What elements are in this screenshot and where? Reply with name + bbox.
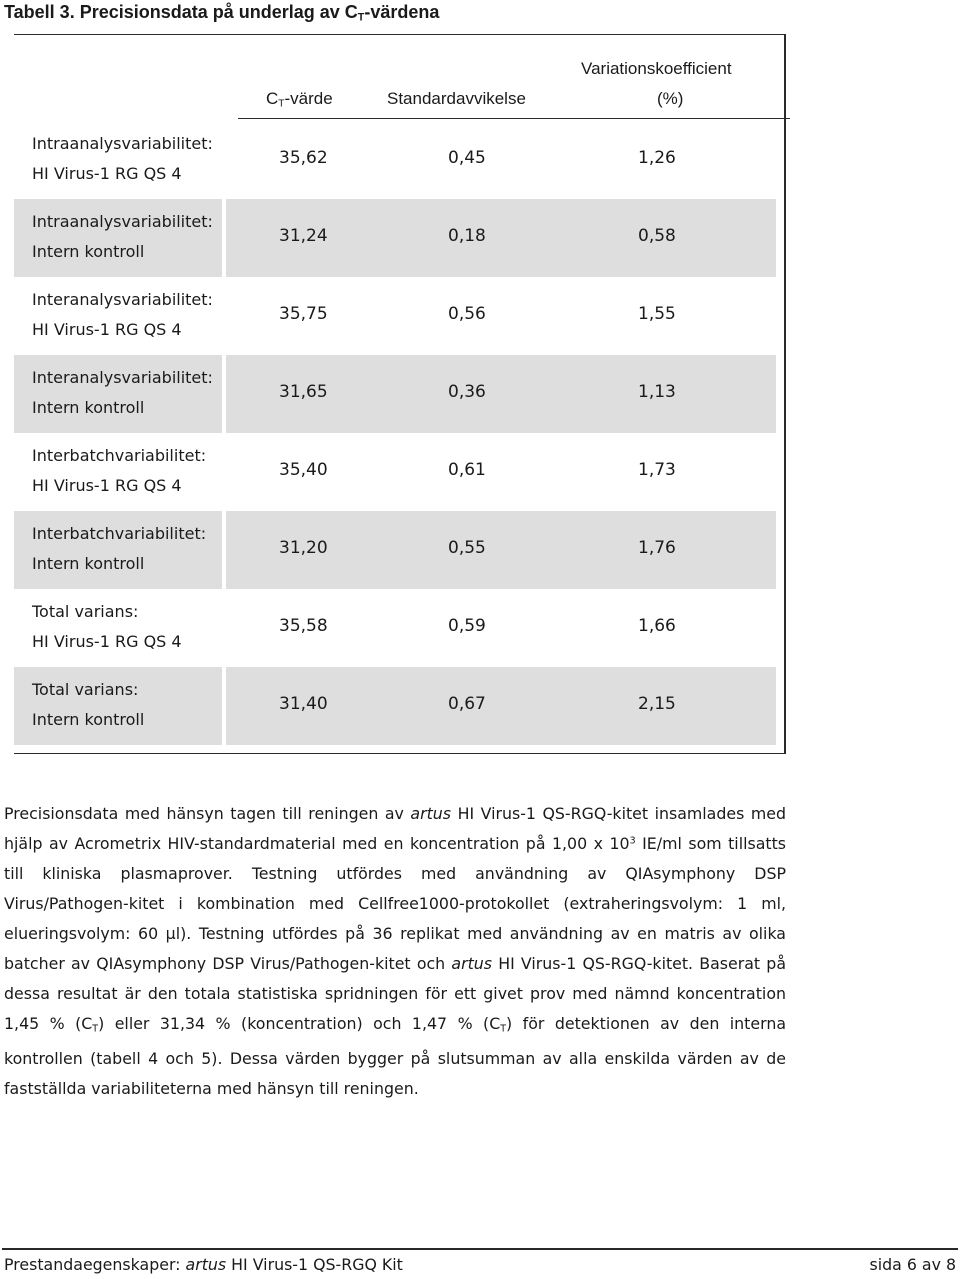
header-std-dev: Standardavvikelse <box>387 89 526 108</box>
title-subscript: T <box>357 11 365 24</box>
cell-std-dev: 0,67 <box>448 694 486 714</box>
header-cv-line1: Variationskoefficient <box>581 59 732 78</box>
table-row <box>14 433 776 511</box>
cell-std-dev: 0,55 <box>448 538 486 558</box>
cell-std-dev: 0,18 <box>448 226 486 246</box>
header-cv-line2: (%) <box>657 89 684 108</box>
row-category: Intraanalysvariabilitet: <box>32 134 213 153</box>
header-ct-value <box>266 89 333 110</box>
cell-cv: 2,15 <box>638 694 676 714</box>
cell-cv: 1,73 <box>638 460 676 480</box>
cell-std-dev: 0,36 <box>448 382 486 402</box>
cell-ct-value: 35,75 <box>279 304 328 324</box>
table-row <box>14 121 776 199</box>
header-ct-suffix: -värde <box>284 89 333 108</box>
table-row <box>14 511 776 589</box>
table-row <box>14 277 776 355</box>
cell-ct-value: 31,40 <box>279 694 328 714</box>
footer-divider <box>2 1248 958 1250</box>
footer-product: Prestandaegenskaper: artus HI Virus-1 QS-RGQ Kit <box>4 1255 403 1274</box>
title-text: Tabell 3. Precisionsdata på underlag av C <box>4 2 358 22</box>
row-sample: HI Virus-1 RG QS 4 <box>32 632 182 651</box>
cell-std-dev: 0,59 <box>448 616 486 636</box>
header-divider <box>238 118 790 119</box>
row-category: Interbatchvariabilitet: <box>32 446 207 465</box>
cell-cv: 1,26 <box>638 148 676 168</box>
row-category: Total varians: <box>32 680 139 699</box>
cell-cv: 0,58 <box>638 226 676 246</box>
cell-ct-value: 35,40 <box>279 460 328 480</box>
row-category: Total varians: <box>32 602 139 621</box>
cell-cv: 1,76 <box>638 538 676 558</box>
row-category: Interanalysvariabilitet: <box>32 368 213 387</box>
row-sample: Intern kontroll <box>32 710 145 729</box>
title-suffix: -värdena <box>364 2 440 22</box>
cell-ct-value: 31,24 <box>279 226 328 246</box>
cell-ct-value: 31,20 <box>279 538 328 558</box>
cell-ct-value: 35,62 <box>279 148 328 168</box>
cell-std-dev: 0,45 <box>448 148 486 168</box>
row-sample: Intern kontroll <box>32 554 145 573</box>
table-row <box>14 199 776 277</box>
cell-ct-value: 35,58 <box>279 616 328 636</box>
row-sample: HI Virus-1 RG QS 4 <box>32 320 182 339</box>
cell-std-dev: 0,56 <box>448 304 486 324</box>
cell-std-dev: 0,61 <box>448 460 486 480</box>
row-sample: Intern kontroll <box>32 242 145 261</box>
cell-ct-value: 31,65 <box>279 382 328 402</box>
row-category: Interbatchvariabilitet: <box>32 524 207 543</box>
row-sample: HI Virus-1 RG QS 4 <box>32 164 182 183</box>
cell-cv: 1,66 <box>638 616 676 636</box>
row-category: Intraanalysvariabilitet: <box>32 212 213 231</box>
description-paragraph: Precisionsdata med hänsyn tagen till reningen av artus HI Virus-1 QS-RGQ-kitet insamlades med hjälp av Acrometrix HIV-standardmaterial med en koncentration på 1,00 x $10^3$ IE/ml som tillsatts till kliniska plasmaprover. Testning utfördes med användning av QIAsymphony DSP Virus/Pathogen-kitet i kombination med Cellfree1000-protokollet (extraheringsvolym: 1 ml, elueringsvolym: 60 µl). Testning utfördes på 36 replikat med användning av en matris av olika batcher av QIAsymphony DSP Virus/Pathogen-kitet och artus HI Virus-1 QS-RGQ-kitet. Baserat på dessa resultat är den totala statistiska spridningen för ett givet prov med nämnd koncentration 1,45 % $(C_T)$ eller 31,34 % (koncentration) och 1,47 % $(C_T)$ för detektionen av den interna kontrollen (tabell 4 och 5). Dessa värden bygger på slutsumman av alla enskilda värden av de fastställda variabiliteterna med hänsyn till reningen. <box>4 804 787 1099</box>
table-row <box>14 589 776 667</box>
table-row <box>14 667 776 745</box>
precision-table <box>14 34 786 754</box>
cell-cv: 1,13 <box>638 382 676 402</box>
row-category: Interanalysvariabilitet: <box>32 290 213 309</box>
header-ct-main: C <box>266 89 279 108</box>
table-title <box>4 2 439 24</box>
footer-page-number: sida 6 av 8 <box>869 1255 956 1274</box>
row-sample: Intern kontroll <box>32 398 145 417</box>
table-row <box>14 355 776 433</box>
cell-cv: 1,55 <box>638 304 676 324</box>
header-ct-sub: T <box>278 98 285 110</box>
row-sample: HI Virus-1 RG QS 4 <box>32 476 182 495</box>
